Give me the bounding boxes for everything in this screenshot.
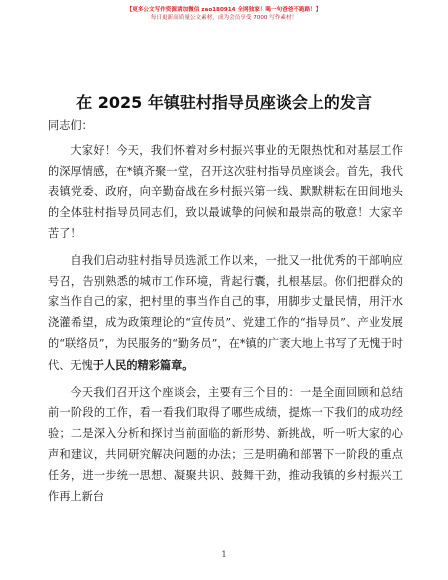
paragraph-1: 大家好！今天，我们怀着对乡村振兴事业的无限热忱和对基层工作的深厚情感，在*镇齐聚一堂，召开这次驻村指导员座谈会。首先，我代表镇党委、政府，向辛勤奋战在乡村振兴第一线、默默耕耘在田间地头的全体驻村指导员同志们，致以最诚挚的问候和最崇高的敬意！大家辛苦了！ xyxy=(48,143,403,240)
paragraph-3: 今天我们召开这个座谈会，主要有三个目的：一是全面回顾和总结前一阶段的工作，看一看我们取得了哪些成绩，提炼一下我们的成功经验；二是深入分析和探讨当前面临的新形势、新挑战，听一听大家的心声和建议，共同研究解决问题的办法；三是明确和部署下一阶段的重点任务，进一步统一思想、凝聚共识、鼓舞干劲，推动我镇的乡村振兴工作再上新台 xyxy=(48,385,403,503)
page-number: 1 xyxy=(221,550,227,559)
header-banner xyxy=(0,6,448,22)
document-title: 在 2025 年镇驻村指导员座谈会上的发言 xyxy=(76,93,372,112)
banner-line-2: 每日更新高质量公文素材，成为会员享受 7000 写作素材！ xyxy=(150,15,298,21)
banner-line-1: 【更多公文写作资源请加微信 zao180914 全网独家！喝一句爸爸不跑路！】 xyxy=(126,7,322,13)
paragraph-2-emphasis: 于人民的精彩篇章。 xyxy=(92,357,194,372)
paragraph-2-text: 自我们启动驻村指导员选派工作以来，一批又一批优秀的干部响应号召，告别熟悉的城市工作环境，背起行囊，扎根基层。你们把群众的家当作自己的家，把村里的事当作自己的事，用脚步丈量民情，用汗水浇灌希望，成为政策理论的“宣传员”、党建工作的“指导员”、产业发展的“联络员”，为民服务的“勤务员”，在*镇的广袤大地上书写了无愧于时代、无愧 xyxy=(48,253,403,372)
salutation: 同志们： xyxy=(48,119,93,132)
paragraph-2 xyxy=(48,251,403,377)
document-body xyxy=(48,116,403,513)
